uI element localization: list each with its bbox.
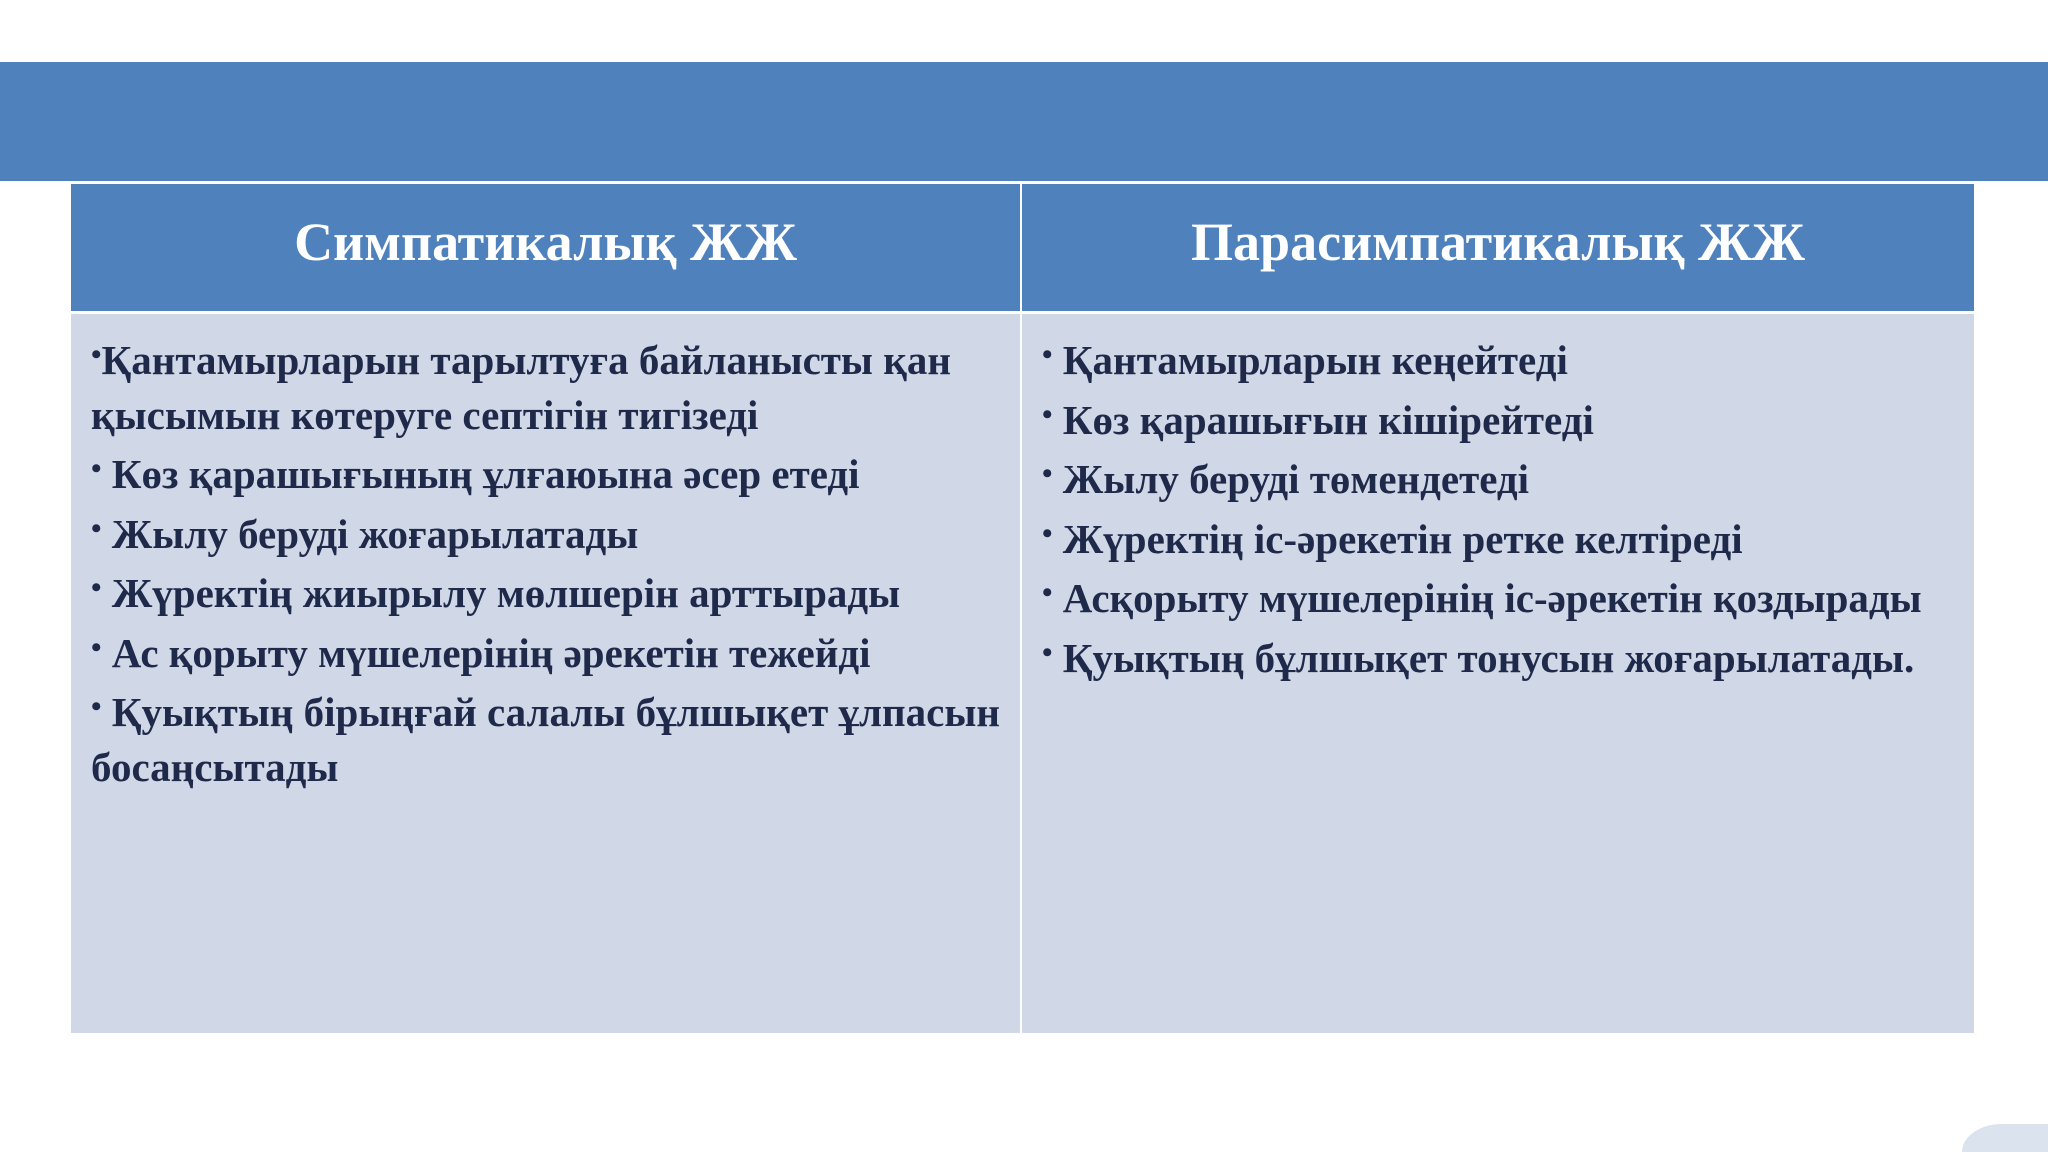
list-item [1042,566,1954,626]
item-text: Жүректің іс-әрекетін ретке келтіреді [1052,515,1743,562]
sympathetic-list [71,314,1022,1033]
bullet-icon: • [91,690,102,723]
item-text: Жылу беруді жоғарылатады [101,510,639,557]
item-text: Ас қорыту мүшелерінің әрекетін тежейді [101,629,871,676]
list-item [91,621,1000,681]
bullet-icon: • [1042,516,1053,550]
item-text: Қантамырларын тарылтуға байланысты қан қысымын көтеруге септігін тигізеді [91,337,951,438]
item-text: Қантамырларын кеңейтеді [1052,337,1568,383]
item-text: Асқорыту мүшелерінің іс-әрекетін қоздырады [1052,575,1922,621]
list-item [91,502,1000,562]
bullet-icon: • [91,630,102,664]
list-item [1042,328,1954,388]
header-parasympathetic: Парасимпатикалық ЖЖ [1022,184,1974,314]
bullet-icon: • [1042,338,1053,371]
item-text: Көз қарашығының ұлғаюына әсер етеді [101,451,860,497]
list-item [1042,626,1954,686]
bullet-icon: • [1042,457,1053,490]
list-item [1042,507,1954,567]
list-item [1042,388,1954,448]
list-item [91,561,1000,621]
title-band [0,62,2048,181]
item-text: Жүректің жиырылу мөлшерін арттырады [101,570,901,616]
bullet-icon: • [91,511,102,545]
corner-decoration [1962,1124,2048,1152]
list-item [91,680,1000,794]
bullet-icon: • [91,571,102,604]
bullet-icon: • [91,452,102,485]
item-text: Қуықтың бірыңғай салалы бұлшықет ұлпасын босаңсытады [91,689,1000,790]
list-item [1042,447,1954,507]
parasympathetic-list [1022,314,1974,1033]
item-text: Көз қарашығын кішірейтеді [1052,396,1594,443]
list-item [91,442,1000,502]
bullet-icon: • [1042,576,1053,609]
bullet-icon: • [1042,635,1053,669]
bullet-icon: • [91,338,102,371]
item-text: Қуықтың бұлшықет тонусын жоғарылатады. [1052,634,1915,681]
bullet-icon: • [1042,397,1053,431]
header-sympathetic: Симпатикалық ЖЖ [71,184,1022,314]
item-text: Жылу беруді төмендетеді [1052,456,1530,502]
comparison-table [71,184,1974,1033]
list-item [91,328,1000,442]
